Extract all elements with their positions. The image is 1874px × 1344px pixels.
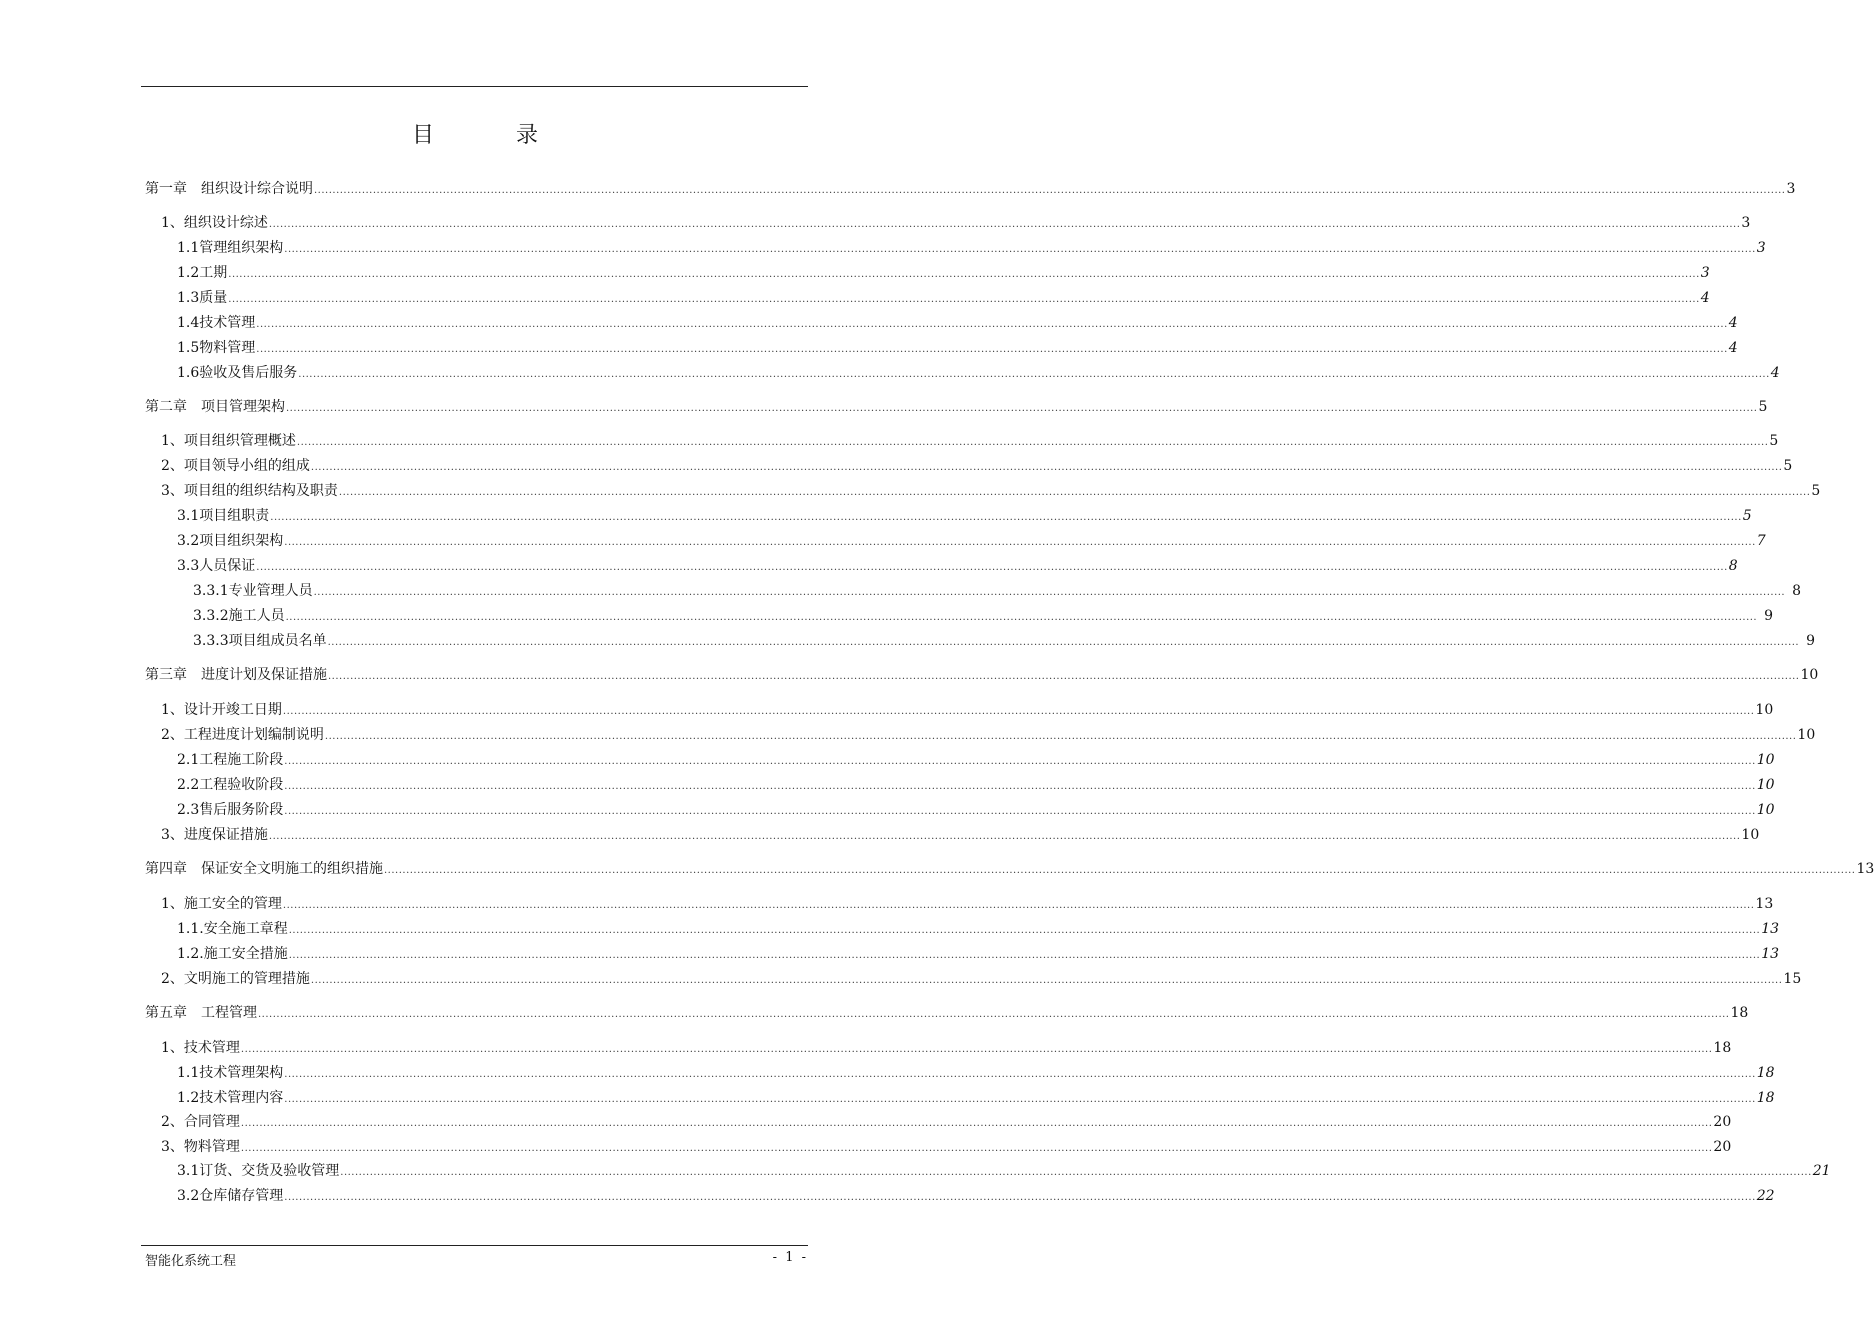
toc-entry-page: 18 bbox=[1730, 1005, 1749, 1021]
toc-leader-dots: ................................................................................................................................................................................................................................................................................................................................................................................................................ bbox=[240, 1118, 1713, 1129]
toc-entry-label: 1.6验收及售后服务 bbox=[177, 365, 298, 381]
toc-entry[interactable] bbox=[161, 701, 1774, 719]
toc-entry-label: 2.3售后服务阶段 bbox=[177, 802, 284, 818]
toc-entry[interactable] bbox=[193, 607, 1774, 625]
toc-leader-dots: ................................................................................................................................................................................................................................................................................................................................................................................................................ bbox=[284, 806, 1756, 817]
toc-leader-dots: ................................................................................................................................................................................................................................................................................................................................................................................................................ bbox=[284, 244, 1756, 255]
toc-leader-dots: ................................................................................................................................................................................................................................................................................................................................................................................................................ bbox=[268, 219, 1741, 230]
toc-leader-dots: ................................................................................................................................................................................................................................................................................................................................................................................................................ bbox=[340, 1167, 1812, 1178]
toc-entry[interactable] bbox=[161, 482, 1821, 500]
toc-entry-page: 22 bbox=[1756, 1188, 1775, 1204]
toc-entry-page: 10 bbox=[1756, 777, 1775, 793]
toc-entry-label: 第二章 项目管理架构 bbox=[145, 399, 285, 415]
toc-entry-page: 5 bbox=[1758, 399, 1768, 415]
toc-leader-dots: ................................................................................................................................................................................................................................................................................................................................................................................................................ bbox=[298, 369, 1770, 380]
toc-leader-dots: ................................................................................................................................................................................................................................................................................................................................................................................................................ bbox=[284, 781, 1756, 792]
toc-entry-label: 3.2仓库储存管理 bbox=[177, 1188, 284, 1204]
toc-entry[interactable] bbox=[177, 264, 1710, 282]
toc-entry[interactable] bbox=[177, 339, 1738, 357]
toc-entry[interactable] bbox=[177, 532, 1766, 550]
toc-entry[interactable] bbox=[177, 239, 1766, 257]
toc-entry-page: 4 bbox=[1770, 365, 1780, 381]
toc-leader-dots: ................................................................................................................................................................................................................................................................................................................................................................................................................ bbox=[310, 975, 1783, 986]
toc-leader-dots: ................................................................................................................................................................................................................................................................................................................................................................................................................ bbox=[314, 185, 1786, 196]
toc-leader-dots: ................................................................................................................................................................................................................................................................................................................................................................................................................ bbox=[284, 1094, 1756, 1105]
toc-entry-page: 10 bbox=[1756, 752, 1775, 768]
toc-entry-label: 2.2工程验收阶段 bbox=[177, 777, 284, 793]
toc-leader-dots: ................................................................................................................................................................................................................................................................................................................................................................................................................ bbox=[286, 403, 1758, 414]
toc-entry[interactable] bbox=[161, 826, 1760, 844]
toc-entry-label: 第一章 组织设计综合说明 bbox=[145, 181, 313, 197]
toc-entry-label: 1、设计开竣工日期 bbox=[161, 702, 282, 718]
toc-leader-dots: ................................................................................................................................................................................................................................................................................................................................................................................................................ bbox=[268, 831, 1741, 842]
toc-leader-dots: ................................................................................................................................................................................................................................................................................................................................................................................................................ bbox=[282, 900, 1755, 911]
toc-entry-page: 18 bbox=[1713, 1040, 1732, 1056]
toc-entry-page: 5 bbox=[1811, 483, 1821, 499]
toc-entry[interactable] bbox=[145, 666, 1819, 684]
toc-entry[interactable] bbox=[161, 726, 1816, 744]
footer-document-name: 智能化系统工程 bbox=[145, 1254, 237, 1269]
toc-entry[interactable] bbox=[177, 289, 1710, 307]
toc-entry[interactable] bbox=[161, 895, 1774, 913]
toc-entry-label: 3、进度保证措施 bbox=[161, 827, 268, 843]
toc-leader-dots: ................................................................................................................................................................................................................................................................................................................................................................................................................ bbox=[228, 269, 1700, 280]
toc-entry-page: 5 bbox=[1769, 433, 1779, 449]
toc-leader-dots: ................................................................................................................................................................................................................................................................................................................................................................................................................ bbox=[296, 437, 1769, 448]
toc-entry[interactable] bbox=[161, 1039, 1732, 1057]
toc-entry-label: 3.3.1专业管理人员 bbox=[193, 583, 313, 599]
toc-entry-page: 3 bbox=[1700, 265, 1710, 281]
toc-entry-page: 5 bbox=[1783, 458, 1793, 474]
toc-leader-dots: ................................................................................................................................................................................................................................................................................................................................................................................................................ bbox=[270, 512, 1742, 523]
toc-entry-label: 2、工程进度计划编制说明 bbox=[161, 727, 324, 743]
toc-entry[interactable] bbox=[161, 970, 1802, 988]
toc-entry-label: 2、合同管理 bbox=[161, 1114, 240, 1130]
toc-entry-label: 3.3.2施工人员 bbox=[193, 608, 285, 624]
toc-entry-page: 10 bbox=[1755, 702, 1774, 718]
toc-entry-label: 1.1技术管理架构 bbox=[177, 1065, 284, 1081]
toc-entry-page: 10 bbox=[1741, 827, 1760, 843]
toc-entry[interactable] bbox=[177, 364, 1780, 382]
toc-entry-page: 4 bbox=[1700, 290, 1710, 306]
toc-entry[interactable] bbox=[145, 860, 1874, 878]
toc-leader-dots: ................................................................................................................................................................................................................................................................................................................................................................................................................ bbox=[285, 612, 1758, 623]
toc-leader-dots: ................................................................................................................................................................................................................................................................................................................................................................................................................ bbox=[288, 950, 1761, 961]
toc-entry-label: 2、文明施工的管理措施 bbox=[161, 971, 310, 987]
toc-entry[interactable] bbox=[177, 557, 1738, 575]
toc-leader-dots: ................................................................................................................................................................................................................................................................................................................................................................................................................ bbox=[256, 562, 1728, 573]
toc-leader-dots: ................................................................................................................................................................................................................................................................................................................................................................................................................ bbox=[310, 462, 1783, 473]
toc-entry-label: 1、组织设计综述 bbox=[161, 215, 268, 231]
toc-entry-page: 13 bbox=[1761, 921, 1780, 937]
toc-leader-dots: ................................................................................................................................................................................................................................................................................................................................................................................................................ bbox=[240, 1143, 1713, 1154]
toc-entry-label: 1、施工安全的管理 bbox=[161, 896, 282, 912]
toc-entry-page: 13 bbox=[1761, 946, 1780, 962]
toc-entry[interactable] bbox=[177, 1089, 1775, 1107]
toc-entry-label: 1.2工期 bbox=[177, 265, 228, 281]
toc-entry-page: 10 bbox=[1756, 802, 1775, 818]
toc-entry-label: 1、技术管理 bbox=[161, 1040, 240, 1056]
toc-entry-label: 第四章 保证安全文明施工的组织措施 bbox=[145, 861, 383, 877]
toc-leader-dots: ................................................................................................................................................................................................................................................................................................................................................................................................................ bbox=[284, 1069, 1756, 1080]
toc-entry-page: 8 bbox=[1792, 583, 1802, 599]
toc-entry[interactable] bbox=[177, 1064, 1775, 1082]
toc-entry-page: 3 bbox=[1756, 240, 1766, 256]
toc-leader-dots: ................................................................................................................................................................................................................................................................................................................................................................................................................ bbox=[282, 706, 1755, 717]
toc-entry-label: 第三章 进度计划及保证措施 bbox=[145, 667, 327, 683]
toc-entry-page: 5 bbox=[1742, 508, 1752, 524]
toc-leader-dots: ................................................................................................................................................................................................................................................................................................................................................................................................................ bbox=[228, 294, 1700, 305]
toc-entry-label: 2.1工程施工阶段 bbox=[177, 752, 284, 768]
toc-entry-label: 3、项目组的组织结构及职责 bbox=[161, 483, 338, 499]
toc-leader-dots: ................................................................................................................................................................................................................................................................................................................................................................................................................ bbox=[384, 865, 1856, 876]
toc-entry[interactable] bbox=[177, 776, 1775, 794]
page-title: 目 录 bbox=[411, 123, 568, 148]
toc-entry[interactable] bbox=[177, 945, 1780, 963]
toc-entry[interactable] bbox=[161, 1138, 1732, 1156]
toc-entry-label: 1.3质量 bbox=[177, 290, 228, 306]
toc-entry[interactable] bbox=[177, 1187, 1775, 1205]
toc-entry-page: 4 bbox=[1728, 340, 1738, 356]
toc-leader-dots: ................................................................................................................................................................................................................................................................................................................................................................................................................ bbox=[240, 1044, 1713, 1055]
toc-leader-dots: ................................................................................................................................................................................................................................................................................................................................................................................................................ bbox=[284, 756, 1756, 767]
toc-leader-dots: ................................................................................................................................................................................................................................................................................................................................................................................................................ bbox=[284, 537, 1756, 548]
toc-entry[interactable] bbox=[161, 432, 1779, 450]
toc-leader-dots: ................................................................................................................................................................................................................................................................................................................................................................................................................ bbox=[328, 671, 1800, 682]
toc-entry-label: 1.1.安全施工章程 bbox=[177, 921, 288, 937]
toc-entry[interactable] bbox=[177, 1162, 1831, 1180]
toc-entry-page: 7 bbox=[1756, 533, 1766, 549]
toc-entry-page: 13 bbox=[1755, 896, 1774, 912]
toc-entry[interactable] bbox=[161, 1113, 1732, 1131]
toc-entry-label: 3、物料管理 bbox=[161, 1139, 240, 1155]
toc-entry[interactable] bbox=[145, 1004, 1749, 1022]
toc-entry-page: 20 bbox=[1713, 1139, 1732, 1155]
toc-entry-page: 20 bbox=[1713, 1114, 1732, 1130]
toc-entry-page: 4 bbox=[1728, 315, 1738, 331]
toc-entry-label: 3.1项目组职责 bbox=[177, 508, 270, 524]
toc-entry[interactable] bbox=[145, 180, 1796, 198]
toc-entry[interactable] bbox=[193, 632, 1816, 650]
toc-leader-dots: ................................................................................................................................................................................................................................................................................................................................................................................................................ bbox=[324, 731, 1797, 742]
toc-entry-page: 9 bbox=[1806, 633, 1816, 649]
toc-entry-page: 3 bbox=[1786, 181, 1796, 197]
toc-leader-dots: ................................................................................................................................................................................................................................................................................................................................................................................................................ bbox=[256, 344, 1728, 355]
toc-entry-label: 3.1订货、交货及验收管理 bbox=[177, 1163, 340, 1179]
toc-entry[interactable] bbox=[145, 398, 1768, 416]
toc-entry-page: 18 bbox=[1756, 1065, 1775, 1081]
toc-leader-dots: ................................................................................................................................................................................................................................................................................................................................................................................................................ bbox=[256, 319, 1728, 330]
toc-entry-label: 第五章 工程管理 bbox=[145, 1005, 257, 1021]
toc-entry-page: 15 bbox=[1783, 971, 1802, 987]
toc-entry[interactable] bbox=[177, 751, 1775, 769]
toc-entry-page: 21 bbox=[1812, 1163, 1831, 1179]
toc-entry[interactable] bbox=[177, 920, 1780, 938]
toc-entry-page: 3 bbox=[1741, 215, 1751, 231]
toc-entry-label: 1、项目组织管理概述 bbox=[161, 433, 296, 449]
toc-entry-label: 1.1管理组织架构 bbox=[177, 240, 284, 256]
toc-entry-label: 3.3人员保证 bbox=[177, 558, 256, 574]
toc-leader-dots: ................................................................................................................................................................................................................................................................................................................................................................................................................ bbox=[313, 587, 1786, 598]
toc-entry[interactable] bbox=[193, 582, 1802, 600]
toc-entry-page: 10 bbox=[1797, 727, 1816, 743]
toc-entry-label: 2、项目领导小组的组成 bbox=[161, 458, 310, 474]
toc-entry-page: 13 bbox=[1856, 861, 1874, 877]
toc-entry-label: 3.3.3项目组成员名单 bbox=[193, 633, 327, 649]
toc-entry-page: 10 bbox=[1800, 667, 1819, 683]
toc-entry[interactable] bbox=[161, 214, 1751, 232]
footer-rule bbox=[141, 1245, 808, 1246]
toc-entry[interactable] bbox=[177, 314, 1738, 332]
toc-entry-page: 9 bbox=[1764, 608, 1774, 624]
toc-entry-page: 8 bbox=[1728, 558, 1738, 574]
toc-entry[interactable] bbox=[177, 507, 1752, 525]
toc-entry[interactable] bbox=[161, 457, 1793, 475]
toc-entry-label: 1.2.施工安全措施 bbox=[177, 946, 288, 962]
toc-entry[interactable] bbox=[177, 801, 1775, 819]
toc-leader-dots: ................................................................................................................................................................................................................................................................................................................................................................................................................ bbox=[258, 1009, 1730, 1020]
toc-leader-dots: ................................................................................................................................................................................................................................................................................................................................................................................................................ bbox=[288, 925, 1761, 936]
toc-entry-label: 1.4技术管理 bbox=[177, 315, 256, 331]
toc-leader-dots: ................................................................................................................................................................................................................................................................................................................................................................................................................ bbox=[338, 487, 1811, 498]
toc-entry-page: 18 bbox=[1756, 1090, 1775, 1106]
toc-entry-label: 1.5物料管理 bbox=[177, 340, 256, 356]
toc-leader-dots: ................................................................................................................................................................................................................................................................................................................................................................................................................ bbox=[284, 1192, 1756, 1203]
footer-page-number: - 1 - bbox=[772, 1250, 808, 1265]
toc-leader-dots: ................................................................................................................................................................................................................................................................................................................................................................................................................ bbox=[327, 637, 1800, 648]
toc-entry-label: 3.2项目组织架构 bbox=[177, 533, 284, 549]
toc-entry-label: 1.2技术管理内容 bbox=[177, 1090, 284, 1106]
